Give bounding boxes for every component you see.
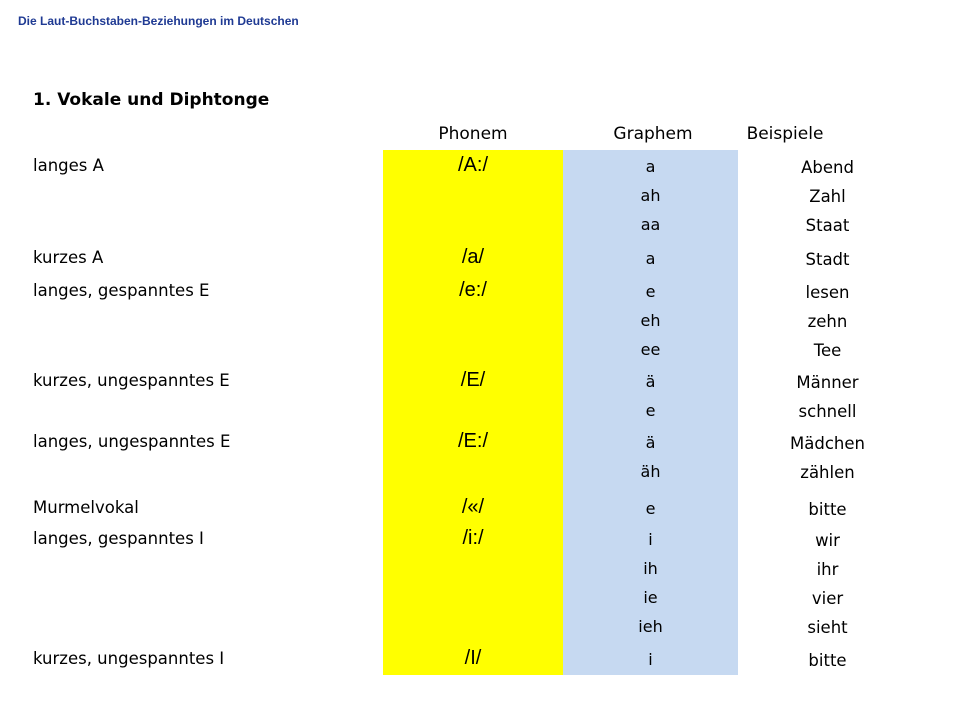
example-word: bitte — [808, 500, 847, 519]
grapheme-item: a — [645, 157, 656, 176]
grapheme-item: ie — [643, 588, 658, 607]
grapheme-cell — [563, 277, 738, 364]
grapheme-cell — [563, 428, 738, 486]
phoneme-cell: /a/ — [461, 246, 485, 268]
phoneme-cell: /«/ — [461, 496, 485, 518]
phoneme-cell: /i:/ — [462, 527, 484, 549]
grapheme-item: äh — [640, 462, 661, 481]
example-cell — [740, 429, 915, 487]
grapheme-item: ä — [645, 433, 656, 452]
example-word: schnell — [798, 402, 857, 421]
column-header-grapheme: Graphem — [613, 124, 693, 144]
example-word: lesen — [805, 283, 850, 302]
phoneme-cell: /E/ — [460, 369, 486, 391]
example-word: zehn — [807, 312, 848, 331]
example-cell — [740, 368, 915, 426]
grapheme-cell — [563, 244, 738, 273]
grapheme-item: a — [645, 249, 656, 268]
example-word: Mädchen — [790, 434, 865, 453]
row-label: langes, gespanntes I — [33, 529, 204, 548]
example-word: bitte — [808, 651, 847, 670]
grapheme-item: ih — [643, 559, 658, 578]
grapheme-item: ah — [640, 186, 661, 205]
page-header: Die Laut-Buchstaben-Beziehungen im Deutschen — [18, 14, 299, 28]
grapheme-cell — [563, 152, 738, 239]
row-label: kurzes, ungespanntes E — [33, 371, 230, 390]
phoneme-cell: /I/ — [464, 647, 482, 669]
row-label: kurzes A — [33, 248, 104, 267]
grapheme-item: ee — [640, 340, 661, 359]
example-word: Zahl — [809, 187, 846, 206]
example-cell — [740, 278, 915, 365]
example-cell — [740, 245, 915, 274]
grapheme-item: e — [645, 499, 656, 518]
column-header-phoneme: Phonem — [438, 124, 508, 144]
example-word: Abend — [801, 158, 854, 177]
example-cell — [740, 646, 915, 675]
grapheme-item: i — [648, 650, 653, 669]
example-word: Tee — [813, 341, 842, 360]
grapheme-cell — [563, 494, 738, 523]
grapheme-item: aa — [640, 215, 661, 234]
example-word: Staat — [805, 216, 850, 235]
example-cell — [740, 495, 915, 524]
example-word: ihr — [816, 560, 839, 579]
section-title: 1. Vokale und Diphtonge — [33, 90, 270, 110]
row-label: langes, gespanntes E — [33, 281, 210, 300]
grapheme-item: e — [645, 282, 656, 301]
grapheme-item: ieh — [638, 617, 663, 636]
grapheme-item: i — [648, 530, 653, 549]
example-word: Stadt — [805, 250, 850, 269]
phoneme-cell: /A:/ — [457, 154, 488, 176]
grapheme-item: ä — [645, 372, 656, 391]
example-cell — [740, 153, 915, 240]
example-word: vier — [811, 589, 844, 608]
example-word: zählen — [800, 463, 855, 482]
row-label: langes, ungespanntes E — [33, 432, 231, 451]
grapheme-item: e — [645, 401, 656, 420]
grapheme-item: eh — [640, 311, 661, 330]
example-cell — [740, 526, 915, 642]
phoneme-column-background — [383, 150, 563, 675]
row-label: kurzes, ungespanntes I — [33, 649, 225, 668]
example-word: sieht — [807, 618, 848, 637]
grapheme-cell — [563, 525, 738, 641]
example-word: wir — [815, 531, 840, 550]
grapheme-cell — [563, 367, 738, 425]
phoneme-cell: /e:/ — [459, 279, 487, 301]
example-word: Männer — [796, 373, 859, 392]
grapheme-cell — [563, 645, 738, 674]
phoneme-cell: /E:/ — [457, 430, 488, 452]
row-label: langes A — [33, 156, 104, 175]
column-header-examples: Beispiele — [746, 124, 824, 144]
row-label: Murmelvokal — [33, 498, 139, 517]
